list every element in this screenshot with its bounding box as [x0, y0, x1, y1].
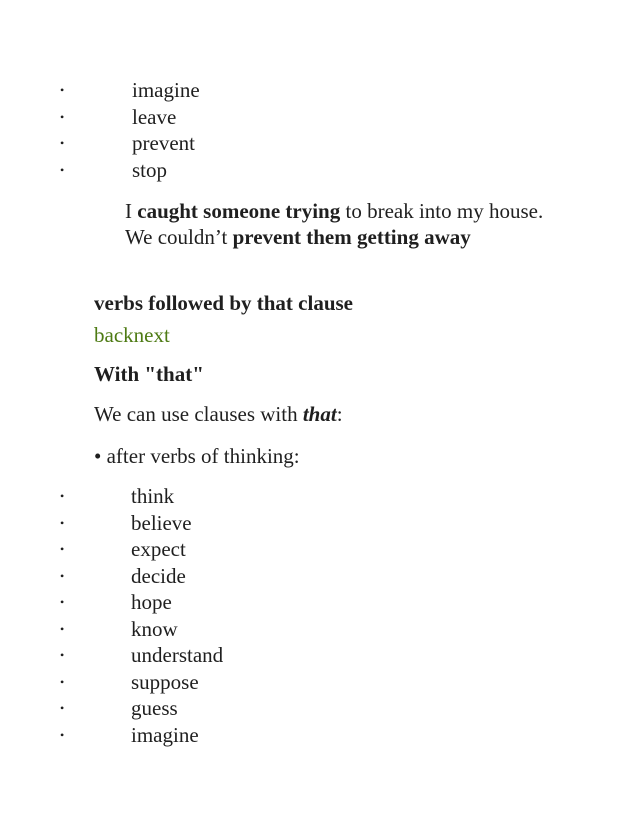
example-sentences [125, 198, 545, 250]
list-item-text: suppose [131, 669, 199, 694]
bullet-icon: • [60, 648, 65, 662]
intro-text [94, 401, 343, 427]
next-link[interactable]: next [133, 323, 170, 347]
list-item-text: imagine [131, 722, 199, 747]
bullet-icon: • [60, 595, 65, 609]
bullet-icon: • [60, 83, 65, 97]
subheading: With "that" [94, 362, 204, 386]
list-item-text: hope [131, 590, 172, 614]
section-heading: verbs followed by that clause [94, 291, 353, 315]
list-item-text: guess [131, 696, 178, 720]
list-item-text: expect [131, 537, 186, 561]
category-line: • after verbs of thinking: [94, 444, 300, 468]
bullet-icon: • [60, 621, 65, 636]
bullet-icon: • [60, 568, 65, 583]
nav-links [94, 322, 170, 348]
bullet-icon: • [60, 515, 65, 530]
intro-pre: We can use clauses with [94, 402, 303, 426]
intro-post: : [336, 402, 343, 426]
list-item-text: leave [132, 104, 177, 129]
list-item-text: believe [131, 510, 192, 535]
bullet-icon: • [60, 489, 65, 503]
list-item-text: know [131, 616, 178, 641]
example-highlight: caught someone trying [137, 199, 341, 223]
bullet-icon: • [60, 109, 65, 124]
example-highlight: prevent them getting away [232, 225, 471, 249]
list-item-text: understand [131, 643, 224, 667]
example-text: to break into my house. [340, 199, 544, 223]
bullet-icon: • [60, 727, 65, 742]
example-sentence-1 [125, 198, 545, 224]
list-item-text: stop [132, 157, 168, 182]
list-item-text: prevent [132, 131, 195, 155]
bullet-icon: • [60, 701, 65, 715]
bullet-icon: • [60, 162, 65, 177]
bullet-icon: • [60, 674, 65, 689]
example-text: I [125, 199, 138, 223]
list-item-text: think [131, 484, 175, 508]
example-sentence-2 [125, 224, 545, 250]
list-item-text: imagine [132, 78, 200, 102]
bullet-icon: • [60, 136, 65, 150]
back-link[interactable]: back [94, 323, 134, 347]
intro-emphasis: that [302, 402, 337, 426]
example-text: We couldn’t [125, 225, 233, 249]
list-item-text: decide [131, 563, 186, 588]
bullet-icon: • [60, 542, 65, 556]
